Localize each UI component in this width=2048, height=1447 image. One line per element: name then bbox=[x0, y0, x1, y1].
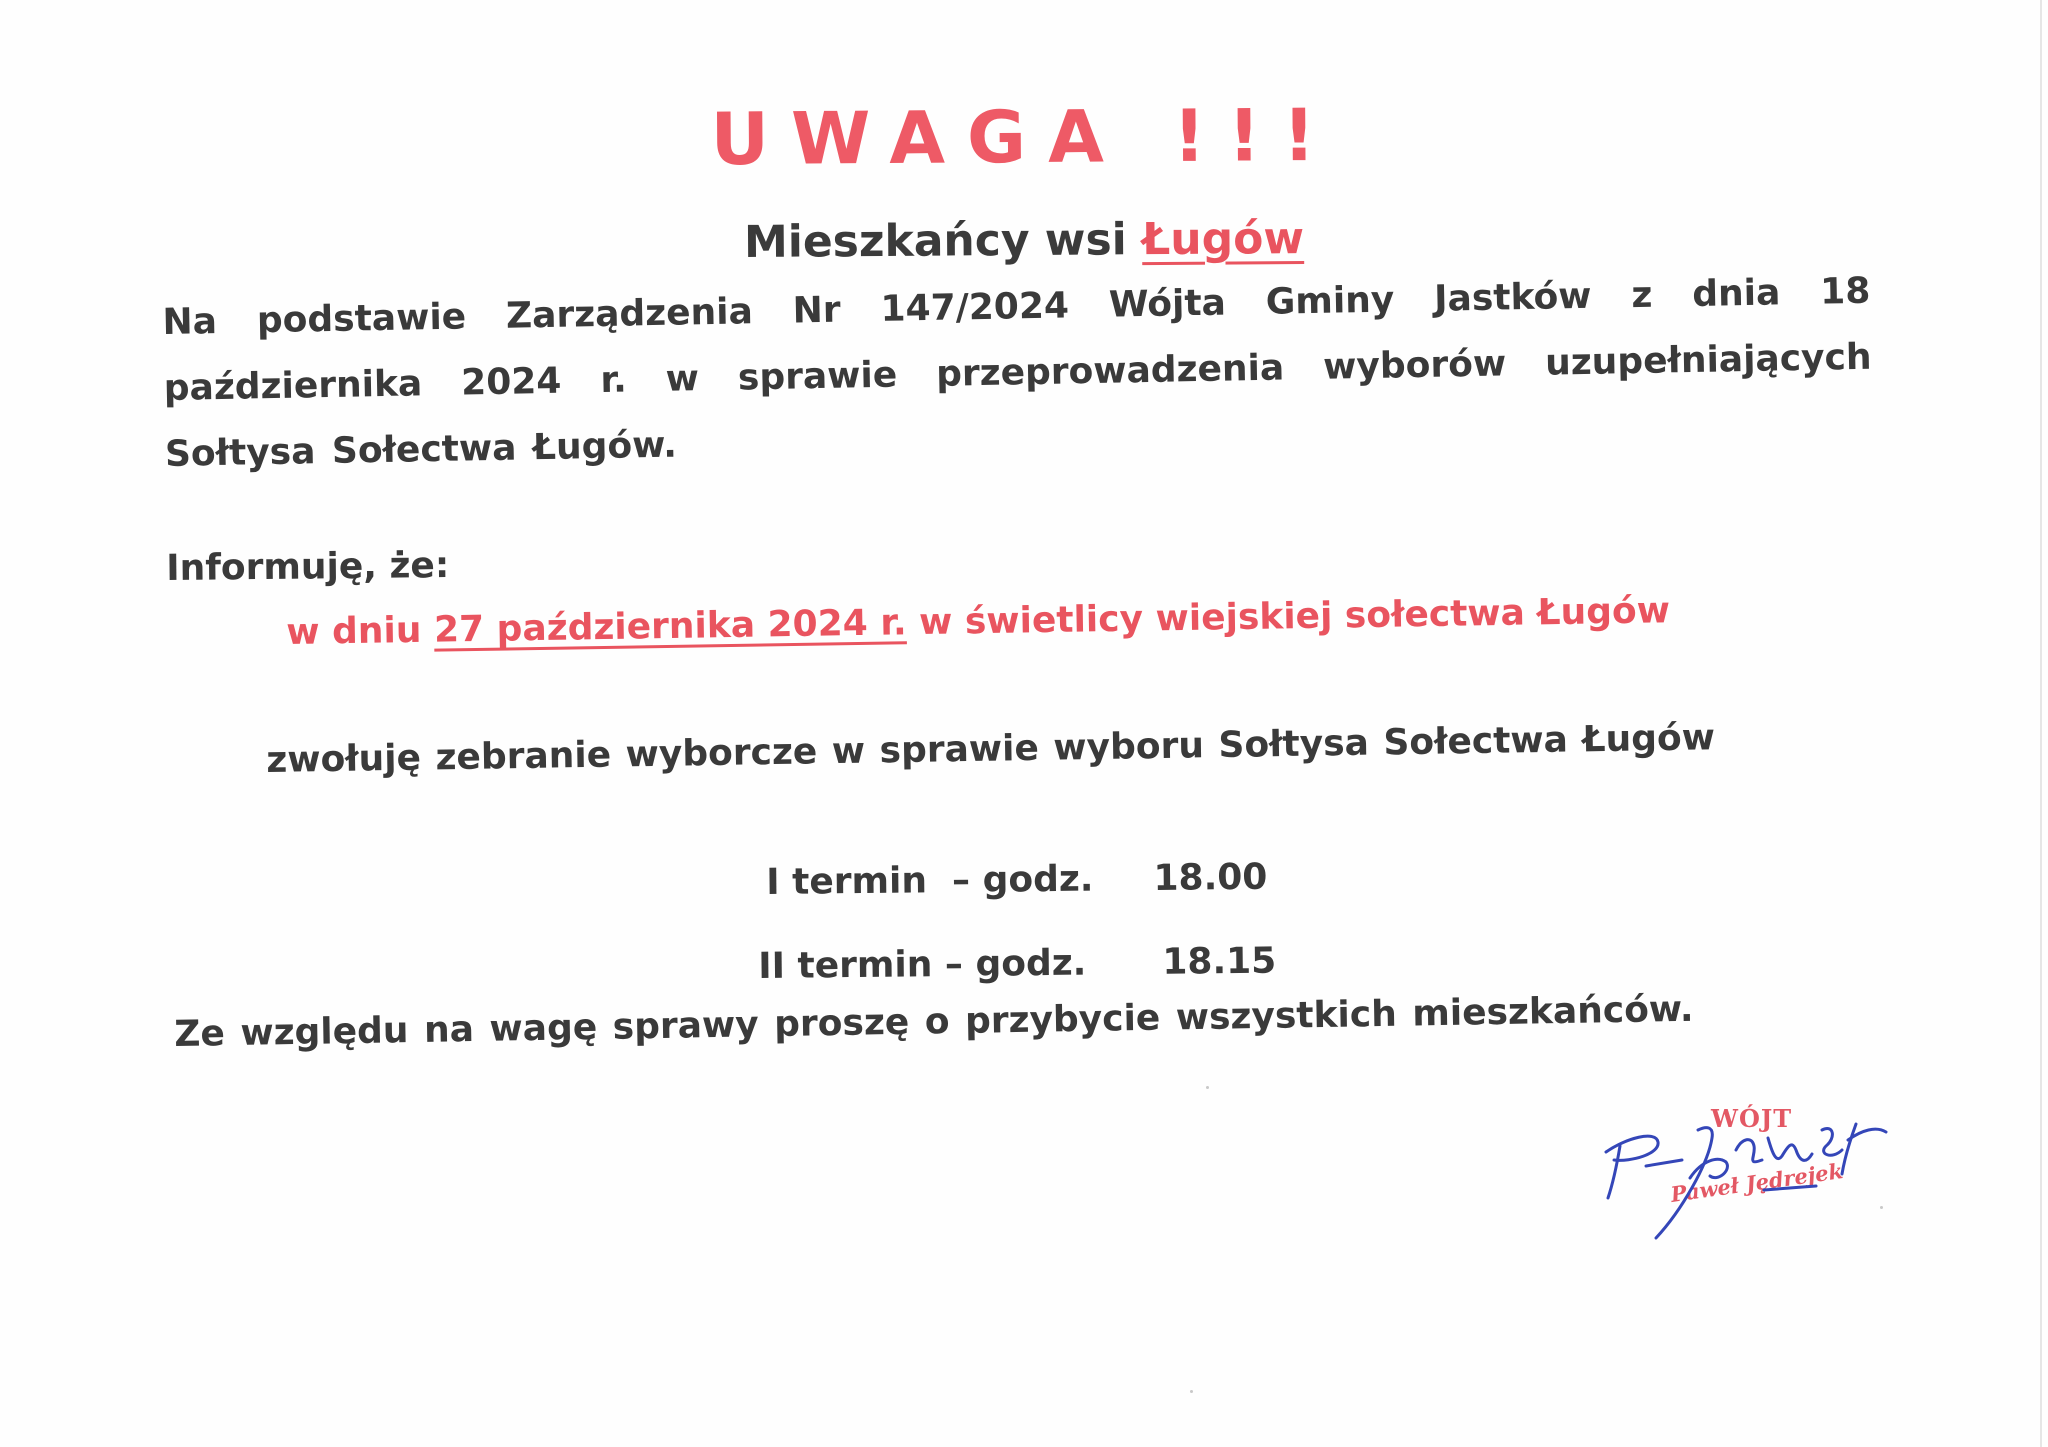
meeting-date-line bbox=[286, 590, 1670, 653]
term-first-time: 18.00 bbox=[1153, 856, 1268, 899]
scan-speck bbox=[1190, 1390, 1193, 1393]
stamp-name: Paweł Jędrejek bbox=[1669, 1158, 1845, 1207]
notice-title: UWAGA !!! bbox=[710, 92, 1338, 182]
term-first-label: I termin – godz. bbox=[766, 858, 1094, 903]
subtitle-village: Ługów bbox=[1141, 213, 1305, 266]
handwritten-signature bbox=[1586, 1090, 1916, 1250]
stamp-title: WÓJT bbox=[1711, 1104, 1793, 1133]
meeting-place: w świetlicy wiejskiej sołectwa Ługów bbox=[906, 590, 1671, 644]
meeting-date: 27 października 2024 r. bbox=[433, 602, 907, 651]
term-second-time: 18.15 bbox=[1162, 940, 1277, 983]
term-second-label: II termin – godz. bbox=[758, 942, 1087, 987]
inform-line: Informuję, że: bbox=[166, 545, 450, 589]
meeting-prefix: w dniu bbox=[286, 609, 435, 653]
closing-line: Ze względu na wagę sprawy proszę o przybycie wszystkich mieszkańców. bbox=[174, 988, 1694, 1055]
signature-block bbox=[1586, 1090, 1916, 1250]
scan-speck bbox=[1206, 1086, 1209, 1089]
scan-speck bbox=[1880, 1206, 1883, 1209]
term-second bbox=[758, 941, 1276, 987]
subtitle-prefix: Mieszkańcy wsi bbox=[743, 214, 1143, 268]
legal-basis-paragraph: Na podstawie Zarządzenia Nr 147/2024 Wójta Gminy Jastków z dnia 18 października 2024 r. w sprawie przeprowadzenia wyborów uzupełniających Sołtysa Sołectwa Ługów. bbox=[162, 270, 1872, 475]
term-first bbox=[766, 857, 1268, 903]
summon-line: zwołuję zebranie wyborcze w sprawie wyboru Sołtysa Sołectwa Ługów bbox=[266, 717, 1716, 781]
